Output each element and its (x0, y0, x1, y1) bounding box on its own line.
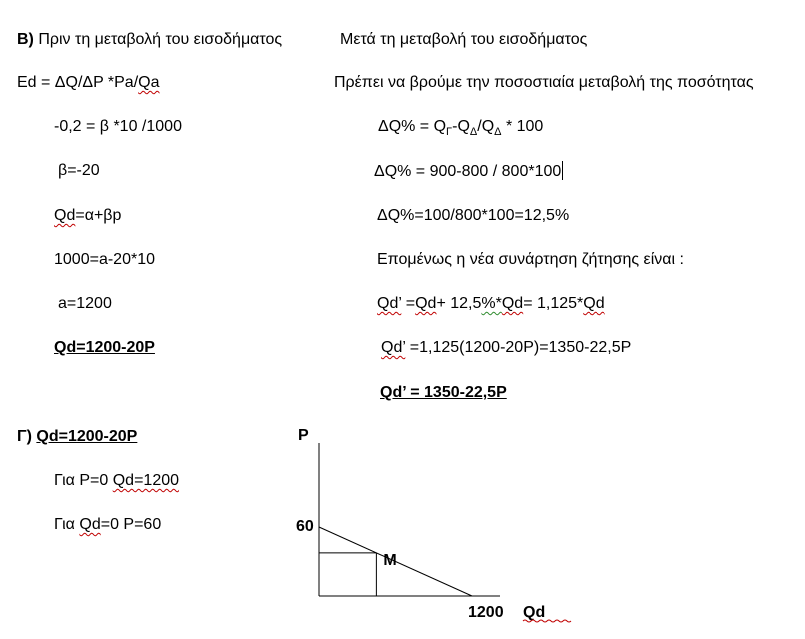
equation-line-2: β=-20 (58, 162, 100, 179)
intercept-qd0-qd: Qd (79, 516, 101, 533)
new-demand-step-2-qd-prime: Qd’ (381, 339, 406, 356)
equation-line-3-qd: Qd (54, 207, 76, 224)
new-demand-step-1-percent-sign: %* (481, 295, 502, 312)
new-demand-step-1-percent: + 12,5 (436, 295, 482, 312)
equation-line-5: a=1200 (58, 295, 112, 312)
section-g-label: Γ) (17, 428, 37, 445)
elasticity-formula-qa: Qa (138, 74, 160, 91)
new-demand-intro: Επομένως η νέα συνάρτηση ζήτησης είναι : (377, 251, 684, 268)
new-demand-step-1-factor: = 1,125* (523, 295, 584, 312)
intercept-qd0-pre: Για (54, 516, 80, 533)
equation-line-3-rest: =α+βp (75, 207, 122, 224)
elasticity-formula-text: Ed = ΔQ/ΔP *Pa/ (17, 74, 139, 91)
new-demand-step-1-qd: Qd (415, 295, 437, 312)
section-b-label: Β) (17, 31, 34, 48)
percent-change-formula-sub-3: Δ (494, 126, 502, 139)
intercept-p0-pre: Για P=0 (54, 472, 113, 489)
equation-line-4: 1000=a-20*10 (54, 251, 155, 268)
right-line-1: Πρέπει να βρούμε την ποσοστιαία μεταβολή της ποσότητας (334, 74, 754, 91)
equation-line-1: -0,2 = β *10 /1000 (54, 118, 182, 135)
percent-change-formula-part-b: -Q (452, 118, 470, 135)
percent-change-result: ΔQ%=100/800*100=12,5% (377, 207, 570, 224)
percent-change-calc-text: ΔQ% = 900-800 / 800*100 (374, 163, 562, 180)
right-column-title: Μετά τη μεταβολή του εισοδήματος (340, 31, 588, 48)
percent-change-formula-part-d: * 100 (501, 118, 544, 135)
new-demand-step-1-qd-3: Qd (583, 295, 605, 312)
point-m-label: M (383, 551, 397, 569)
new-demand-step-2-rest: =1,125(1200-20P)=1350-22,5P (405, 339, 632, 356)
intercept-p0-post: Qd=1200 (112, 472, 180, 489)
percent-change-formula-sub-1: Γ (446, 126, 453, 139)
y-tick-label: 60 (296, 518, 314, 535)
section-b-title: Πριν τη μεταβολή του εισοδήματος (33, 31, 283, 48)
percent-change-formula-part-c: /Q (477, 118, 495, 135)
x-axis-label: Qd (523, 604, 546, 621)
new-demand-step-1-eq: = (401, 295, 416, 312)
y-axis-label: P (298, 427, 309, 444)
new-demand-function-result: Qd’ = 1350-22,5P (380, 384, 507, 401)
percent-change-formula-sub-2: Δ (469, 126, 478, 139)
intercept-qd0-post: =0 P=60 (100, 516, 162, 533)
demand-function-result: Qd=1200-20P (54, 339, 155, 356)
new-demand-step-1-qd-2: Qd (501, 295, 524, 312)
percent-change-formula-part-a: ΔQ% = Q (378, 118, 447, 135)
new-demand-step-1-qd-prime: Qd’ (377, 295, 402, 312)
x-tick-label: 1200 (468, 604, 504, 621)
section-g-function: Qd=1200-20P (36, 428, 138, 445)
